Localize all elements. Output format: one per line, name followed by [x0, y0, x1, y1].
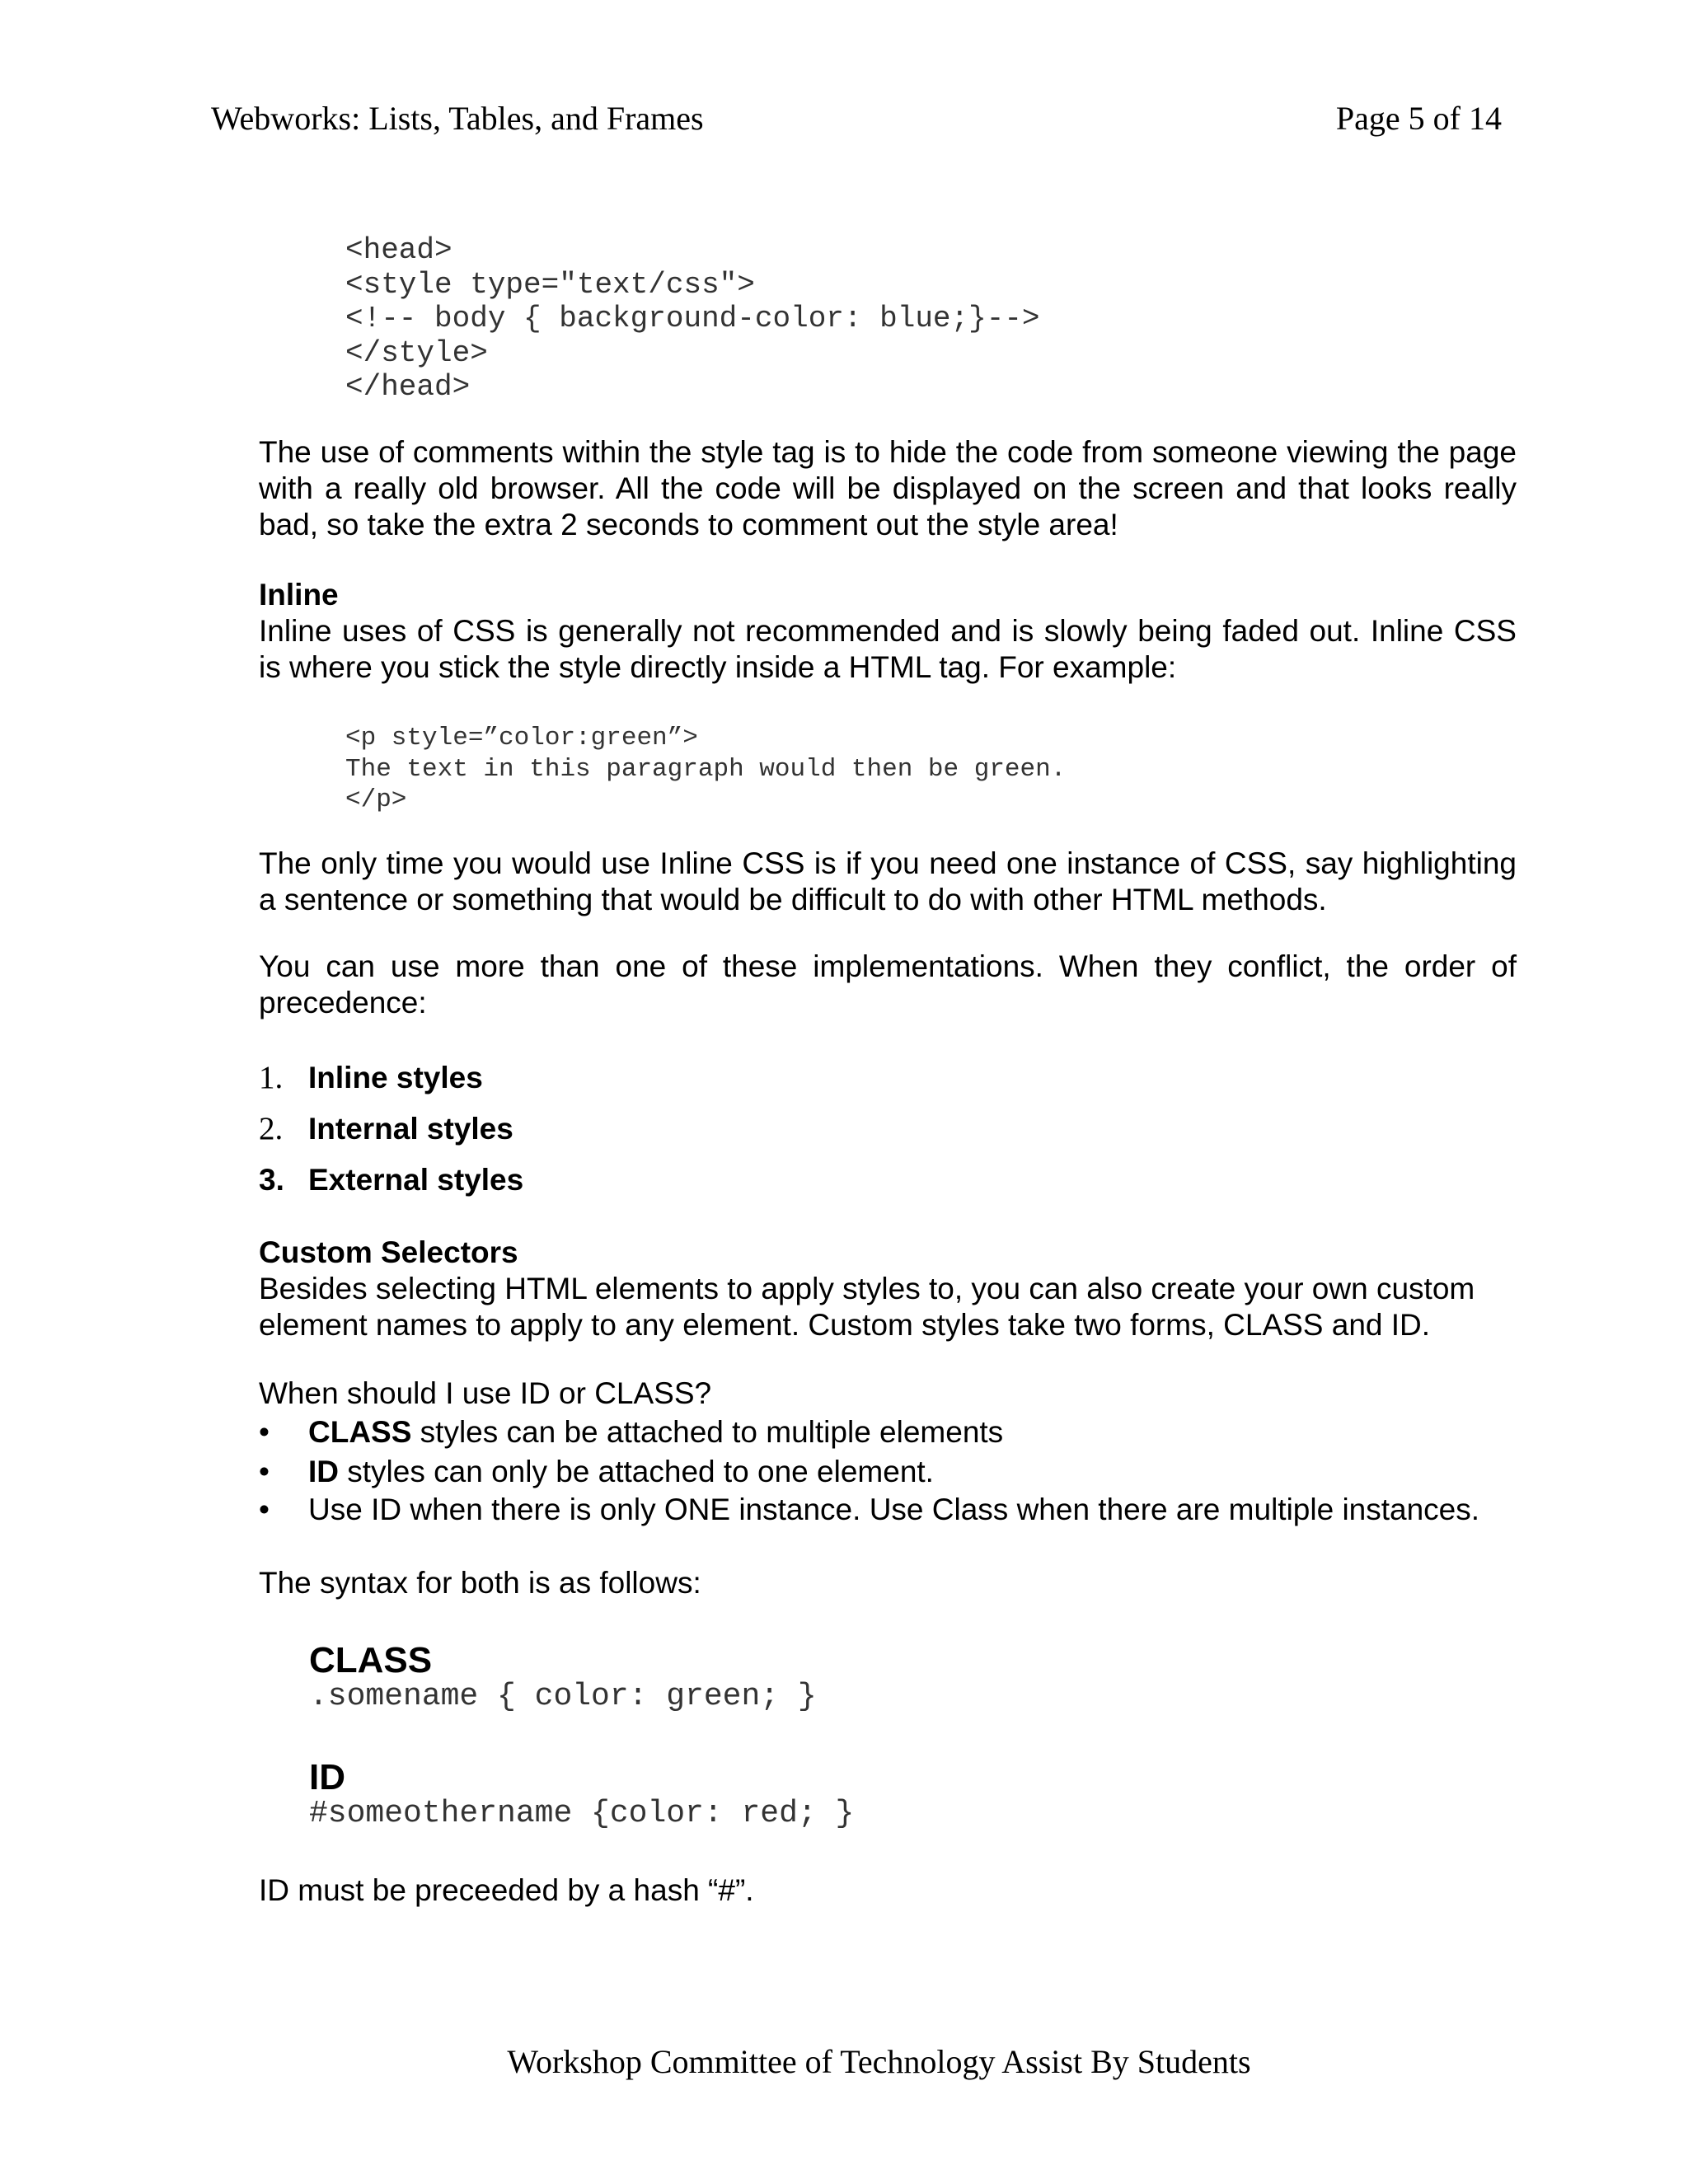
paragraph-precedence: You can use more than one of these implementations. When they conflict, the order of precedence: [259, 949, 1517, 1019]
header-title: Webworks: Lists, Tables, and Frames [211, 100, 704, 137]
custom-selectors-heading: Custom Selectors [259, 1235, 518, 1269]
paragraph-comments: The use of comments within the style tag is to hide the code from someone viewing the page with a really old browser. All the code will be displayed on the screen and that looks really bad, so take the extra 2 seconds to comment out the style area! [259, 435, 1517, 541]
id-code: #someothername {color: red; } [309, 1796, 855, 1831]
precedence-number: 1. [259, 1060, 284, 1095]
list-item [259, 1414, 1003, 1451]
precedence-number: 2. [259, 1111, 284, 1146]
inline-section [259, 577, 1517, 686]
code-inline-style: <p style=”color:green”> The text in this paragraph would then be green. </p> [345, 724, 1067, 814]
bullet-icon: • [259, 1493, 270, 1526]
list-item [259, 1492, 1479, 1528]
footer-text: Workshop Committee of Technology Assist By Students [507, 2043, 1251, 2080]
custom-selectors-section [259, 1235, 1517, 1343]
bullet-icon: • [259, 1455, 270, 1488]
precedence-item [259, 1111, 513, 1148]
class-code: .somename { color: green; } [309, 1679, 817, 1714]
precedence-label: Internal styles [308, 1112, 513, 1146]
question-text: When should I use ID or CLASS? [259, 1376, 712, 1410]
bullet-icon: • [259, 1415, 270, 1449]
class-heading: CLASS [309, 1640, 433, 1680]
inline-heading: Inline [259, 578, 339, 612]
bullet-bold: CLASS [308, 1415, 412, 1449]
list-item [259, 1454, 934, 1490]
precedence-item [259, 1162, 523, 1199]
id-heading: ID [309, 1757, 345, 1797]
inline-text: Inline uses of CSS is generally not recommended and is slowly being faded out. Inline CSS is where you stick the style directly inside a HTML tag. For example: [259, 614, 1517, 684]
paragraph-only-time: The only time you would use Inline CSS is if you need one instance of CSS, say highlighting a sentence or something that would be difficult to do with other HTML methods. [259, 846, 1517, 916]
custom-selectors-text: Besides selecting HTML elements to apply styles to, you can also create your own custom element names to apply to any element. Custom styles take two forms, CLASS and ID. [259, 1272, 1475, 1342]
bullet-text: styles can be attached to multiple elements [411, 1415, 1004, 1449]
bullet-bold: ID [308, 1455, 339, 1488]
precedence-number: 3. [259, 1163, 284, 1197]
precedence-label: External styles [308, 1163, 524, 1197]
hash-note: ID must be preceeded by a hash “#”. [259, 1873, 754, 1907]
precedence-label: Inline styles [308, 1061, 483, 1094]
bullet-text: Use ID when there is only ONE instance. Use Class when there are multiple instances. [308, 1493, 1480, 1526]
page-number: Page 5 of 14 [1335, 100, 1502, 137]
bullet-text: styles can only be attached to one element. [339, 1455, 934, 1488]
precedence-item [259, 1060, 483, 1097]
syntax-intro: The syntax for both is as follows: [259, 1566, 701, 1600]
code-internal-style: <head> <style type="text/css"> <!-- body { background-color: blue;}--> </style> </head> [345, 233, 1040, 404]
